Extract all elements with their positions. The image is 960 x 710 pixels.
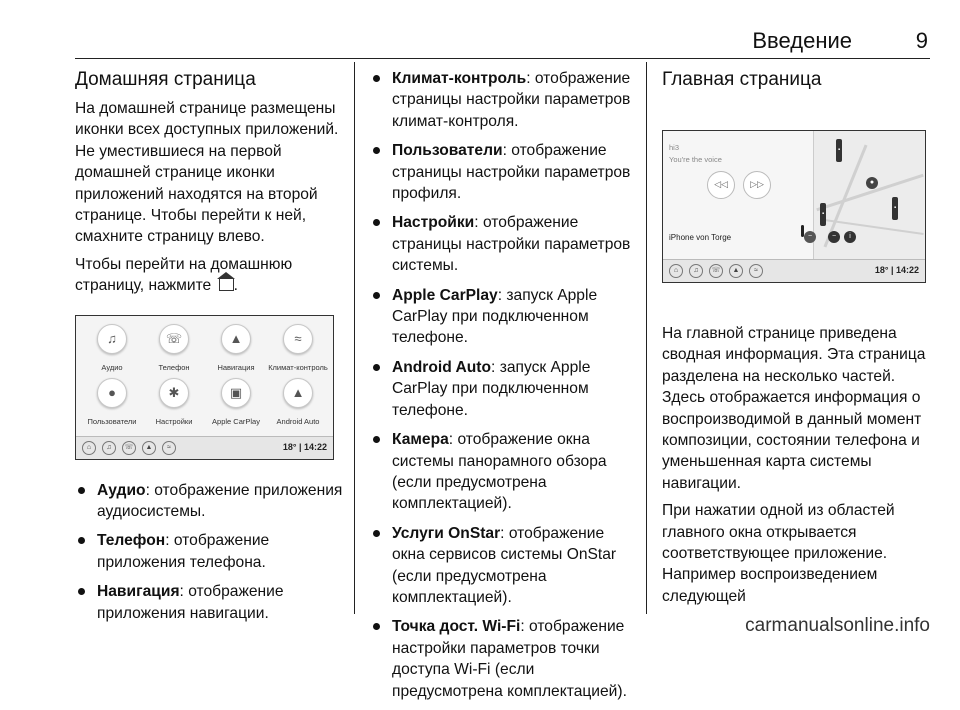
home-icon bbox=[219, 279, 234, 291]
app-grid bbox=[76, 316, 333, 434]
list-term: Камера bbox=[392, 431, 449, 449]
app-tile-carplay[interactable] bbox=[204, 378, 268, 432]
header-rule bbox=[75, 58, 930, 59]
app-tile-navigation[interactable] bbox=[204, 324, 268, 378]
list-desc: : отображение приложения телефона. bbox=[97, 532, 270, 571]
list-desc: : отображение страницы настройки параметров системы. bbox=[392, 214, 631, 275]
list-item bbox=[75, 480, 345, 523]
music-note-icon[interactable]: ♫ bbox=[102, 441, 116, 455]
section-heading-home: Домашняя страница bbox=[75, 69, 256, 90]
bullet-dot bbox=[373, 75, 380, 82]
main-screen-illustration bbox=[662, 130, 926, 283]
home-screen-illustration bbox=[75, 315, 334, 460]
bullet-dot bbox=[78, 537, 85, 544]
app-label: Настройки bbox=[155, 416, 193, 426]
map-marker-icon: ▪ bbox=[836, 139, 842, 162]
list-desc: : отображение настройки параметров точки доступа Wi-Fi (если предусмотрена комплектацией). bbox=[392, 618, 627, 700]
app-label: Android Auto bbox=[276, 416, 320, 426]
phone-icon[interactable]: ☏ bbox=[709, 264, 723, 278]
navigation-arrow-icon[interactable]: ▲ bbox=[142, 441, 156, 455]
list-item bbox=[370, 285, 638, 349]
minus-zoom-icon[interactable]: − bbox=[828, 231, 840, 243]
list-item bbox=[370, 429, 638, 515]
list-item bbox=[370, 212, 638, 276]
column-1 bbox=[75, 68, 345, 632]
list-term: Навигация bbox=[97, 583, 180, 601]
app-label: Климат-контроль bbox=[268, 362, 328, 372]
list-term: Apple CarPlay bbox=[392, 286, 498, 304]
list-desc: : отображение окна сервисов системы OnStar (если предусмотрена комплектацией). bbox=[392, 524, 617, 606]
list-item bbox=[75, 581, 345, 624]
bullet-dot bbox=[78, 487, 85, 494]
status-bar bbox=[76, 436, 333, 459]
app-label: Телефон bbox=[158, 362, 190, 372]
navigation-arrow-icon[interactable]: ▲ bbox=[729, 264, 743, 278]
list-item bbox=[370, 140, 638, 204]
location-pin-icon: ● bbox=[866, 177, 878, 189]
list-desc: : отображение приложения аудиосистемы. bbox=[97, 481, 343, 521]
bullet-dot bbox=[373, 219, 380, 226]
climate-icon: ≈ bbox=[283, 324, 313, 354]
android-auto-icon: ▲ bbox=[283, 378, 313, 408]
home-nav-period: . bbox=[233, 277, 238, 295]
page-header bbox=[75, 28, 930, 58]
list-item bbox=[370, 616, 638, 702]
list-desc: : отображение приложения навигации. bbox=[97, 583, 284, 622]
column-divider-1 bbox=[354, 62, 355, 614]
column-3 bbox=[662, 68, 934, 613]
chapter-title: Введение bbox=[752, 28, 852, 53]
previous-track-icon[interactable]: ◁◁ bbox=[707, 171, 735, 199]
home-icon[interactable]: ⌂ bbox=[82, 441, 96, 455]
list-term: Android Auto bbox=[392, 358, 492, 376]
app-list-2 bbox=[370, 68, 638, 702]
watermark: carmanualsonline.info bbox=[745, 615, 930, 636]
list-desc: : отображение окна системы панорамного обзора (если предусмотрена комплектацией). bbox=[392, 431, 607, 513]
page-number: 9 bbox=[915, 28, 928, 53]
bullet-dot bbox=[373, 147, 380, 154]
app-label: Навигация bbox=[217, 362, 255, 372]
next-track-icon[interactable]: ▷▷ bbox=[743, 171, 771, 199]
climate-icon[interactable]: ≈ bbox=[749, 264, 763, 278]
list-term: Климат-контроль bbox=[392, 70, 527, 87]
climate-icon[interactable]: ≈ bbox=[162, 441, 176, 455]
media-line-2: You're the voice bbox=[669, 155, 722, 164]
bullet-dot bbox=[78, 588, 85, 595]
navigation-arrow-icon: ▲ bbox=[221, 324, 251, 354]
list-desc: : отображение страницы настройки параметров климат-контроля. bbox=[392, 70, 631, 130]
bullet-dot bbox=[373, 530, 380, 537]
list-item bbox=[75, 530, 345, 573]
media-panel[interactable] bbox=[663, 131, 813, 259]
bullet-dot bbox=[373, 292, 380, 299]
main-areas-paragraph: При нажатии одной из областей главного окна открывается соответствующее приложение. Например воспроизведением следующей bbox=[662, 502, 895, 605]
phone-icon[interactable]: ☏ bbox=[122, 441, 136, 455]
list-desc: : запуск Apple CarPlay при подключенном телефоне. bbox=[392, 358, 591, 419]
list-term: Услуги OnStar bbox=[392, 524, 501, 542]
list-term: Настройки bbox=[392, 214, 475, 232]
gear-icon: ✱ bbox=[159, 378, 189, 408]
status-bar bbox=[663, 259, 925, 282]
list-term: Телефон bbox=[97, 532, 166, 550]
app-tile-climate[interactable] bbox=[266, 324, 330, 378]
main-intro-paragraph: На главной странице приведена сводная информация. Эта страница разделена на несколько частей. Здесь отображается информация о воспроизводимой в данный момент композиции, состоянии телефона и уменьшенная карта системы навигации. bbox=[662, 325, 926, 492]
list-item bbox=[370, 357, 638, 421]
bullet-dot bbox=[373, 364, 380, 371]
column-divider-2 bbox=[646, 62, 647, 614]
app-tile-users[interactable] bbox=[80, 378, 144, 432]
temperature-time: 18° | 14:22 bbox=[874, 265, 919, 276]
phone-icon: ☏ bbox=[159, 324, 189, 354]
temperature-time: 18° | 14:22 bbox=[282, 441, 327, 452]
list-term: Аудио bbox=[97, 481, 146, 499]
app-list-1 bbox=[75, 480, 345, 624]
bullet-dot bbox=[373, 623, 380, 630]
list-desc: : отображение страницы настройки параметров профиля. bbox=[392, 142, 631, 203]
home-intro-paragraph: На домашней странице размещены иконки всех доступных приложений. Не уместившиеся на первой домашней странице иконки приложений находятся на второй странице. Чтобы перейти к ней, смахните страницу влево. bbox=[75, 100, 339, 246]
info-icon[interactable]: i bbox=[844, 231, 856, 243]
list-item bbox=[370, 68, 638, 132]
map-marker-icon: ▪ bbox=[892, 197, 898, 220]
carplay-icon: ▣ bbox=[221, 378, 251, 408]
music-note-icon[interactable]: ♫ bbox=[689, 264, 703, 278]
music-note-icon: ♫ bbox=[97, 324, 127, 354]
section-heading-main: Главная страница bbox=[662, 69, 822, 90]
list-item bbox=[370, 523, 638, 609]
phone-name: iPhone von Torge bbox=[669, 233, 732, 242]
media-line-1: hi3 bbox=[669, 143, 680, 152]
list-term: Пользователи bbox=[392, 142, 503, 160]
app-label: Пользователи bbox=[87, 416, 137, 426]
home-icon[interactable]: ⌂ bbox=[669, 264, 683, 278]
app-tile-audio[interactable] bbox=[80, 324, 144, 378]
list-term: Точка дост. Wi-Fi bbox=[392, 618, 521, 636]
app-label: Apple CarPlay bbox=[212, 416, 260, 426]
bullet-dot bbox=[373, 436, 380, 443]
app-tile-android-auto[interactable] bbox=[266, 378, 330, 432]
map-marker-icon: ▪ bbox=[820, 203, 826, 226]
home-nav-text: Чтобы перейти на домашнюю страницу, нажмите bbox=[75, 255, 293, 295]
record-icon[interactable]: − bbox=[804, 231, 816, 243]
user-icon: ● bbox=[97, 378, 127, 408]
app-tile-phone[interactable] bbox=[142, 324, 206, 378]
app-label: Аудио bbox=[101, 362, 123, 372]
column-2 bbox=[370, 68, 638, 710]
app-tile-settings[interactable] bbox=[142, 378, 206, 432]
map-road bbox=[824, 219, 923, 235]
navigation-map[interactable] bbox=[807, 131, 925, 259]
home-nav-paragraph bbox=[75, 254, 345, 297]
list-desc: : запуск Apple CarPlay при подключенном телефоне. bbox=[392, 286, 598, 347]
